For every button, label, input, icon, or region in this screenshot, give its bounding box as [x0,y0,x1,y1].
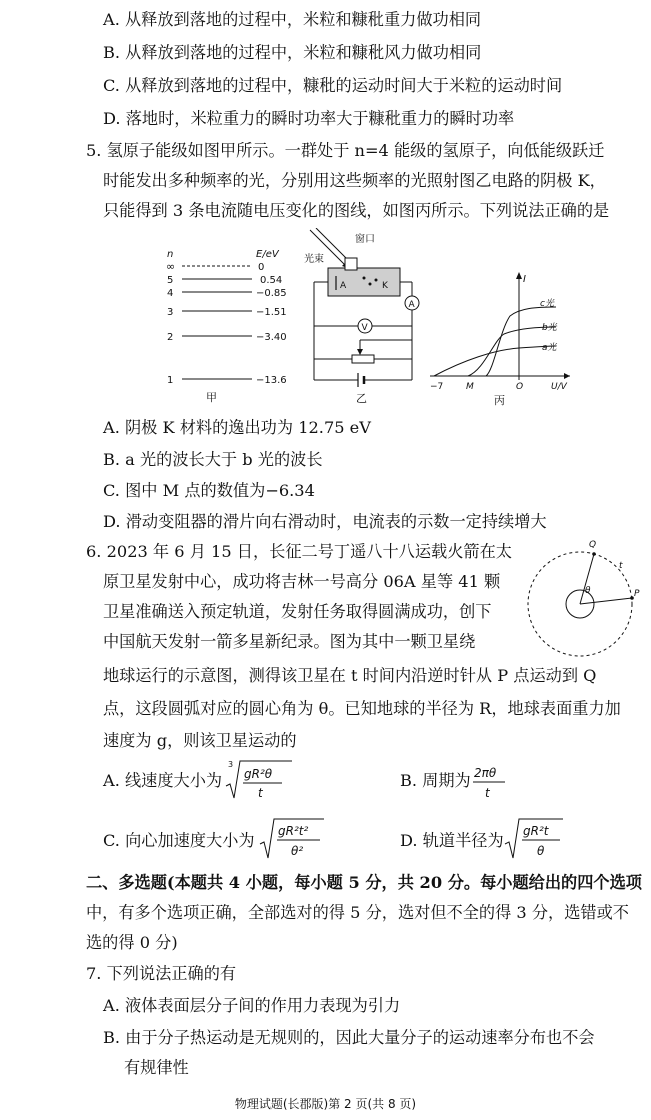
section2-line3: 选的得 0 分) [86,933,178,952]
n-header: n [167,249,174,260]
caption-jia: 甲 [206,391,217,404]
q6-stem-line7: 速度为 g，则该卫星运动的 [103,731,297,750]
q6-option-d-formula [503,816,565,862]
q6-stem-line2: 原卫星发射中心，成功将吉林一号高分 06A 星等 41 颗 [103,572,501,591]
iu-curve-chart [424,270,576,406]
q5-stem-line2: 时能发出多种频率的光，分别用这些频率的光照射图乙电路的阴极 K， [103,171,606,190]
point-q-label: Q [589,540,597,550]
q6-option-c-formula [258,816,328,862]
level-e-inf: 0 [258,262,265,273]
q6-option-b-text: B. 周期为 [400,771,471,790]
q6-option-c-denominator: θ² [291,844,304,858]
q6-option-c-numerator: gR²t² [278,824,309,838]
q6-option-a-numerator: gR²θ [244,767,273,781]
beam-label: 光束 [304,254,324,265]
q6-option-a-formula [224,758,294,804]
x-axis-label: U/V [551,382,567,392]
tick-neg7: −7 [430,382,444,392]
q6-option-a-text: A. 线速度大小为 [103,771,223,790]
q6-option-b-numerator: 2πθ [474,766,497,780]
q6-option-c-text: C. 向心加速度大小为 [103,831,255,850]
level-e-4: −0.85 [256,288,287,299]
q7-stem: 7. 下列说法正确的有 [86,964,237,983]
q5-option-a: A. 阴极 K 材料的逸出功为 12.75 eV [103,418,371,437]
point-p-label: P [634,589,640,599]
page-footer: 物理试题(长郡版)第 2 页(共 8 页) [234,1097,417,1111]
level-e-3: −1.51 [256,307,287,318]
cathode-label: K [382,281,388,291]
y-axis-label: I [523,274,526,285]
circuit-diagram [300,228,425,406]
caption-bing: 丙 [494,394,505,406]
q6-option-d-numerator: gR²t [523,824,549,838]
section2-line1: 二、多选题(本题共 4 小题，每小题 5 分，共 20 分。每小题给出的四个选项 [86,873,642,892]
level-e-5: 0.54 [260,275,283,286]
q5-option-d: D. 滑动变阻器的滑片向右滑动时，电流表的示数一定持续增大 [103,512,547,531]
voltmeter-label: V [361,323,368,333]
q6-stem-line3: 卫星准确送入预定轨道，发射任务取得圆满成功，创下 [103,602,492,621]
curve-b-label: b光 [542,323,557,333]
q6-stem-line1: 6. 2023 年 6 月 15 日，长征二号丁遥八十八运载火箭在太 [86,542,512,561]
q7-option-a: A. 液体表面层分子间的作用力表现为引力 [103,996,401,1015]
angle-theta-label: θ [585,586,591,596]
level-n-inf: ∞ [166,260,176,273]
q4-option-d: D. 落地时，米粒重力的瞬时功率大于糠秕重力的瞬时功率 [103,109,515,128]
level-n-2: 2 [167,332,174,343]
curve-c-label: c光 [540,299,554,309]
q6-option-a-denominator: t [258,786,263,800]
q7-option-b-line1: B. 由于分子热运动是无规则的，因此大量分子的运动速率分布也不会 [103,1028,595,1047]
section2-line2: 中，有多个选项正确，全部选对的得 5 分，选对但不全的得 3 分，选错或不 [86,903,629,922]
level-e-1: −13.6 [256,375,287,386]
level-n-3: 3 [167,307,174,318]
q4-option-a: A. 从释放到落地的过程中，米粒和糠秕重力做功相同 [103,10,482,29]
q5-stem-line3: 只能得到 3 条电流随电压变化的图线，如图丙所示。下列说法正确的是 [103,201,610,220]
caption-yi: 乙 [356,392,367,405]
ammeter-label: A [408,300,415,310]
q6-option-d-text: D. 轨道半径为 [400,831,504,850]
q6-option-b-formula [472,760,508,804]
q6-stem-line4: 中国航天发射一箭多星新纪录。图为其中一颗卫星绕 [103,632,476,651]
tick-m: M [466,382,474,392]
q7-option-b-line2: 有规律性 [124,1058,189,1077]
q6-option-a-root-index: 3 [228,760,234,769]
q6-stem-line5: 地球运行的示意图，测得该卫星在 t 时间内沿逆时针从 P 点运动到 Q [103,666,597,685]
q4-option-b: B. 从释放到落地的过程中，米粒和糠秕风力做功相同 [103,43,482,62]
anode-label: A [340,281,347,291]
q6-option-d-denominator: θ [537,844,545,858]
level-e-2: −3.40 [256,332,287,343]
e-header: E/eV [256,249,279,260]
level-n-1: 1 [167,375,174,386]
curve-a-label: a光 [542,343,557,353]
tick-origin: O [516,382,524,392]
q6-stem-line6: 点，这段圆弧对应的圆心角为 θ。已知地球的半径为 R，地球表面重力加 [103,699,621,718]
q5-option-c: C. 图中 M 点的数值为−6.34 [103,481,315,500]
q6-option-b-denominator: t [485,786,490,800]
level-n-4: 4 [167,288,174,299]
q4-option-c: C. 从释放到落地的过程中，糠秕的运动时间大于米粒的运动时间 [103,76,563,95]
orbit-diagram [522,536,642,666]
time-t-label: t [619,561,623,571]
q5-stem-line1: 5. 氢原子能级如图甲所示。一群处于 n=4 能级的氢原子，向低能级跃迁 [86,141,605,160]
q5-option-b: B. a 光的波长大于 b 光的波长 [103,450,323,469]
energy-level-diagram [160,245,300,405]
level-n-5: 5 [167,275,174,286]
window-label: 窗口 [355,234,375,245]
